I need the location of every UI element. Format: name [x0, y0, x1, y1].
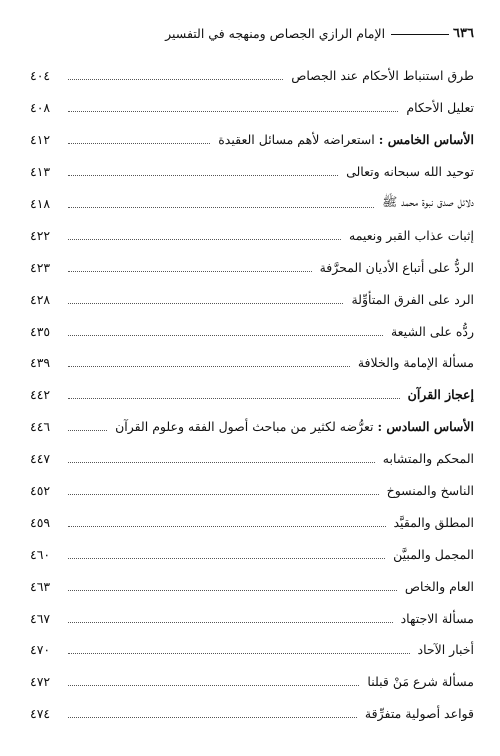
toc-entry-text: دلائل صدق نبوة محمد ﷺ	[382, 194, 474, 209]
toc-entry	[30, 347, 474, 379]
toc-entry-title	[418, 642, 475, 657]
toc-page-number: ٤٥٢	[30, 483, 51, 499]
toc-entry-text: المجمل والمبيَّن	[393, 546, 474, 562]
toc-entry	[30, 124, 474, 156]
toc-page-number: ٤٥٩	[30, 514, 51, 530]
toc-entry-title	[393, 547, 474, 562]
toc-entry-text: أخبار الآحاد	[417, 642, 474, 658]
dot-leader	[68, 430, 107, 431]
toc-entry	[30, 475, 474, 507]
toc-entry	[30, 315, 474, 347]
toc-entry	[30, 443, 474, 475]
toc-page-number: ٤٦٣	[30, 578, 51, 594]
dot-leader	[68, 175, 338, 176]
dot-leader	[68, 271, 312, 272]
toc-page-number: ٤٧٢	[30, 674, 51, 690]
toc-entry-text: استعراضه لأهم مسائل العقيدة	[218, 132, 375, 148]
toc-page-number: ٤٢٨	[30, 291, 51, 307]
dot-leader	[68, 558, 385, 559]
toc-entry-title	[358, 355, 474, 370]
toc-entry-text: المحكم والمتشابه	[382, 451, 474, 467]
toc-entry-title	[349, 228, 474, 243]
toc-entry-title	[408, 387, 474, 402]
dot-leader	[68, 462, 375, 463]
dot-leader	[68, 526, 386, 527]
toc-entry-title	[405, 579, 474, 594]
dot-leader	[68, 79, 283, 80]
toc-entry-text: الردُّ على أتباع الأديان المحرَّفة	[319, 259, 474, 275]
toc-entry-title	[406, 100, 474, 115]
toc-entry-title	[383, 451, 474, 466]
toc-entry-text: طرق استنباط الأحكام عند الجصاص	[291, 68, 474, 84]
toc-entry	[30, 634, 474, 666]
toc-entry	[30, 698, 474, 730]
toc-entry-title	[382, 194, 474, 213]
running-header	[30, 22, 474, 44]
book-page	[30, 22, 474, 742]
toc-entry-text: تعرُّضه لكثير من مباحث أصول الفقه وعلوم القرآن	[115, 419, 374, 435]
toc-entry	[30, 570, 474, 602]
toc-entry	[30, 219, 474, 251]
toc-entry-text: إعجاز القرآن	[407, 387, 474, 403]
toc-page-number: ٤٤٦	[30, 419, 51, 435]
table-of-contents	[30, 60, 474, 730]
toc-page-number: ٤٢٣	[30, 259, 51, 275]
toc-page-number: ٤٠٤	[30, 68, 51, 84]
toc-entry	[30, 283, 474, 315]
toc-entry-text: المطلق والمقيَّد	[393, 514, 474, 530]
toc-entry-title	[346, 164, 474, 179]
toc-entry	[30, 251, 474, 283]
toc-entry-title	[391, 324, 474, 339]
toc-entry-text: العام والخاص	[404, 578, 474, 594]
dot-leader	[68, 207, 374, 208]
dot-leader	[68, 653, 410, 654]
toc-entry-title	[115, 419, 474, 434]
toc-entry	[30, 411, 474, 443]
dot-leader	[68, 494, 379, 495]
toc-entry-title	[351, 292, 474, 307]
toc-page-number: ٤٣٥	[30, 323, 51, 339]
toc-entry-title	[367, 674, 474, 689]
toc-entry-title	[365, 706, 474, 721]
toc-entry-text: الناسخ والمنسوخ	[386, 483, 474, 499]
toc-entry-text: الرد على الفرق المتأوِّلة	[351, 291, 474, 307]
toc-entry-text: توحيد الله سبحانه وتعالى	[346, 164, 474, 180]
toc-page-number: ٤٧٤	[30, 706, 51, 722]
toc-entry-title	[387, 483, 474, 498]
toc-page-number: ٤٤٧	[30, 451, 51, 467]
toc-section-label: الأساس السادس :	[377, 419, 474, 435]
dot-leader	[68, 111, 398, 112]
dot-leader	[68, 335, 383, 336]
toc-page-number: ٤١٣	[30, 164, 51, 180]
toc-entry-text: إثبات عذاب القبر ونعيمه	[349, 227, 474, 243]
toc-entry-title	[218, 132, 474, 147]
toc-entry	[30, 538, 474, 570]
toc-entry-title	[291, 68, 474, 83]
toc-page-number: ٤٧٠	[30, 642, 51, 658]
toc-entry-text: ردُّه على الشيعة	[390, 323, 474, 339]
header-title: الإمام الرازي الجصاص ومنهجه في التفسير	[165, 25, 386, 41]
dot-leader	[68, 303, 343, 304]
dot-leader	[68, 717, 357, 718]
toc-entry	[30, 379, 474, 411]
toc-entry	[30, 602, 474, 634]
dot-leader	[68, 622, 393, 623]
toc-entry	[30, 188, 474, 220]
toc-entry	[30, 60, 474, 92]
toc-entry	[30, 666, 474, 698]
toc-page-number: ٤٣٩	[30, 355, 51, 371]
toc-entry	[30, 506, 474, 538]
dot-leader	[68, 398, 400, 399]
toc-page-number: ٤٦٠	[30, 546, 51, 562]
toc-entry-title	[394, 515, 475, 530]
toc-page-number: ٤٦٧	[30, 610, 51, 626]
dot-leader	[68, 366, 350, 367]
header-page-number: ٦٣٦	[453, 25, 474, 41]
toc-entry-title	[320, 260, 474, 275]
dot-leader	[68, 685, 359, 686]
toc-entry	[30, 92, 474, 124]
toc-page-number: ٤٢٢	[30, 227, 51, 243]
toc-entry-text: مسألة الإمامة والخلافة	[357, 355, 474, 371]
toc-page-number: ٤١٨	[30, 196, 51, 211]
dot-leader	[68, 590, 397, 591]
toc-entry-text: تعليل الأحكام	[406, 100, 474, 116]
toc-entry-text: مسألة شرع مَنْ قبلنا	[367, 674, 474, 690]
header-rule	[391, 34, 449, 35]
toc-entry	[30, 156, 474, 188]
dot-leader	[68, 143, 210, 144]
toc-entry-title	[401, 611, 474, 626]
toc-page-number: ٤٠٨	[30, 100, 51, 116]
toc-entry-text: قواعد أصولية متفرِّقة	[364, 706, 474, 722]
toc-section-label: الأساس الخامس :	[378, 132, 474, 148]
toc-entry-text: مسألة الاجتهاد	[400, 610, 474, 626]
toc-page-number: ٤١٢	[30, 132, 51, 148]
dot-leader	[68, 239, 341, 240]
toc-page-number: ٤٤٢	[30, 387, 51, 403]
